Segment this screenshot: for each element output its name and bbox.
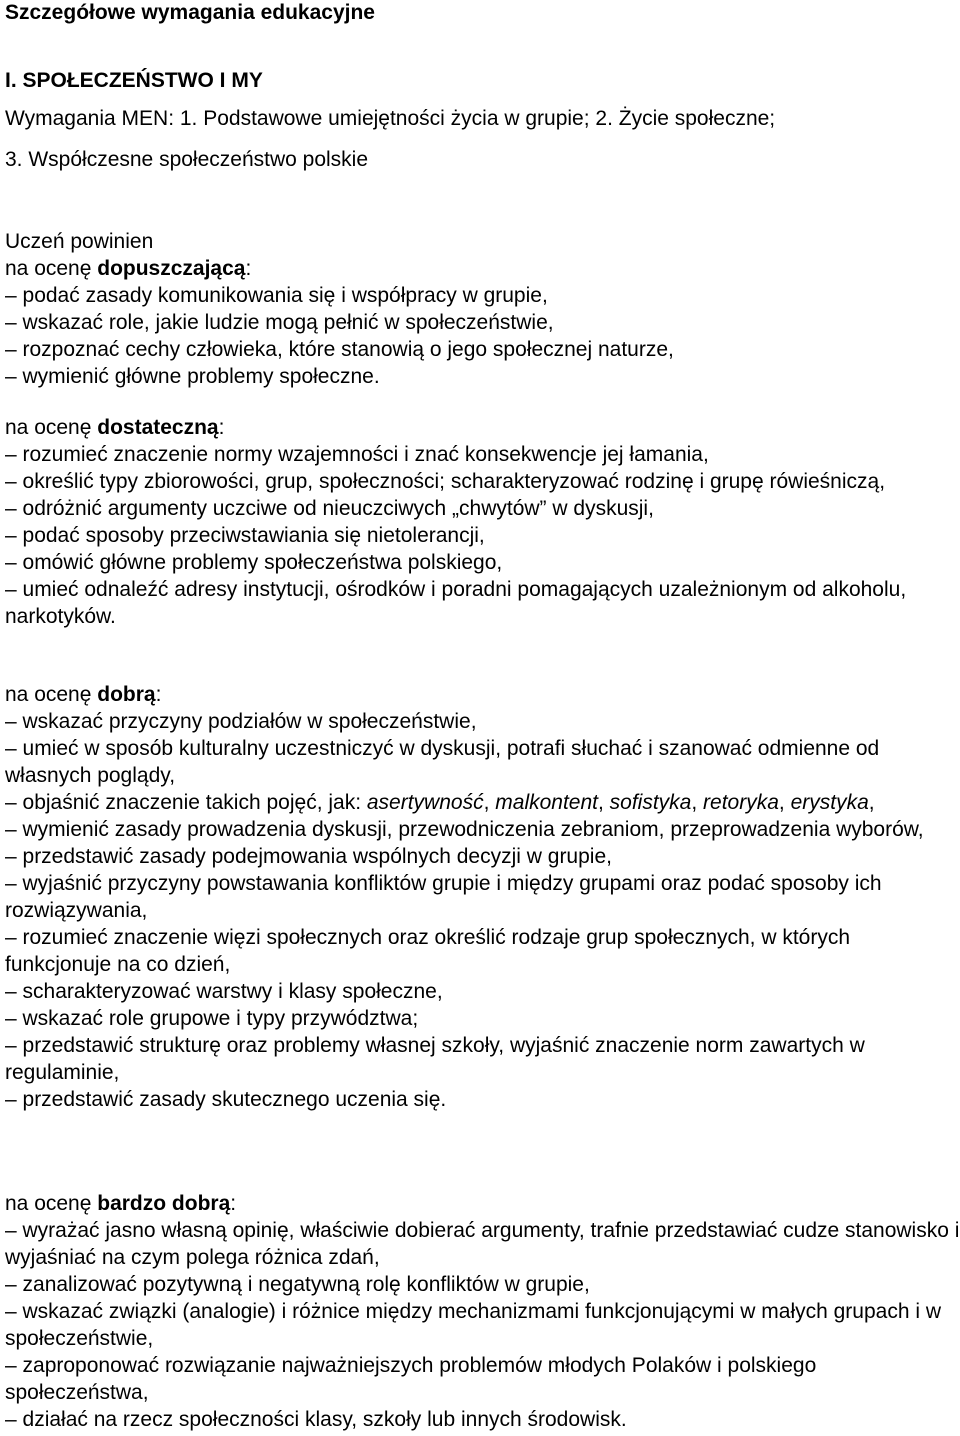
term-separator: ,	[598, 791, 610, 814]
grade-suffix: :	[245, 257, 252, 280]
grade-heading	[5, 681, 960, 708]
term: retoryka	[703, 791, 779, 814]
requirement-list	[5, 441, 960, 630]
term-separator: ,	[778, 791, 791, 814]
requirement-list	[5, 282, 960, 390]
grade-heading	[5, 414, 960, 441]
grade-heading	[5, 255, 960, 282]
grade-name: dostateczną	[97, 416, 219, 439]
document-title: Szczegółowe wymagania edukacyjne	[5, 1, 375, 24]
list-item: – podać zasady komunikowania się i współpracy w grupie,	[5, 284, 548, 307]
term: sofistyka	[609, 791, 692, 814]
grade-section-dopuszczajaca	[5, 255, 960, 390]
list-item: – wymienić główne problemy społeczne.	[5, 365, 380, 388]
requirements-line-1: Wymagania MEN: 1. Podstawowe umiejętności życia w grupie; 2. Życie społeczne;	[5, 107, 776, 130]
term: asertywność	[366, 791, 484, 814]
grade-suffix: :	[155, 683, 162, 706]
list-item: – umieć odnaleźć adresy instytucji, ośrodków i poradni pomagających uzależnionym od alkoholu, narkotyków.	[5, 578, 907, 628]
list-item: – wyrażać jasno własną opinię, właściwie dobierać argumenty, trafnie przedstawiać cudze stanowisko i wyjaśniać na czym polega różnica zdań,	[5, 1219, 960, 1269]
list-item: – zanalizować pozytywną i negatywną rolę konfliktów w grupie,	[5, 1273, 590, 1296]
requirement-list	[5, 1217, 960, 1433]
grade-prefix: na ocenę	[5, 1192, 98, 1215]
grade-section-dostateczna	[5, 414, 960, 630]
grade-prefix: na ocenę	[5, 257, 98, 280]
list-item: – omówić główne problemy społeczeństwa polskiego,	[5, 551, 503, 574]
list-item: – odróżnić argumenty uczciwe od nieuczciwych „chwytów” w dyskusji,	[5, 497, 654, 520]
list-item: – przedstawić zasady skutecznego uczenia się.	[5, 1088, 447, 1111]
list-item: – wymienić zasady prowadzenia dyskusji, przewodniczenia zebraniom, przeprowadzenia wyborów,	[5, 818, 924, 841]
list-item: – wyjaśnić przyczyny powstawania konfliktów grupie i między grupami oraz podać sposoby ich rozwiązywania,	[5, 872, 882, 922]
grade-name: bardzo dobrą	[97, 1192, 231, 1215]
term: erystyka	[790, 791, 869, 814]
list-item: – przedstawić zasady podejmowania wspólnych decyzji w grupie,	[5, 845, 612, 868]
grade-heading	[5, 1190, 960, 1217]
list-item: – rozumieć znaczenie więzi społecznych oraz określić rodzaje grup społecznych, w których funkcjonuje na co dzień,	[5, 926, 851, 976]
grade-section-dobra	[5, 681, 960, 1113]
list-item: – scharakteryzować warstwy i klasy społeczne,	[5, 980, 443, 1003]
grade-prefix: na ocenę	[5, 416, 98, 439]
intro-text: Uczeń powinien	[5, 230, 154, 253]
chapter-heading: I. SPOŁECZEŃSTWO I MY	[5, 69, 263, 92]
list-item: – wskazać związki (analogie) i różnice między mechanizmami funkcjonującymi w małych grupach i w społeczeństwie,	[5, 1300, 942, 1350]
list-item: – rozumieć znaczenie normy wzajemności i znać konsekwencje jej łamania,	[5, 443, 709, 466]
list-item: – zaproponować rozwiązanie najważniejszych problemów młodych Polaków i polskiego społeczeństwa,	[5, 1354, 817, 1404]
list-item: – działać na rzecz społeczności klasy, szkoły lub innych środowisk.	[5, 1408, 627, 1431]
requirements-line-2: 3. Współczesne społeczeństwo polskie	[5, 148, 369, 171]
terms-end: ,	[868, 791, 875, 814]
grade-suffix: :	[230, 1192, 237, 1215]
grade-suffix: :	[218, 416, 225, 439]
list-item: – rozpoznać cechy człowieka, które stanowią o jego społecznej naturze,	[5, 338, 674, 361]
terms-lead: – objaśnić znaczenie takich pojęć, jak:	[5, 791, 367, 814]
grade-section-bardzo-dobra	[5, 1190, 960, 1433]
list-item: – umieć w sposób kulturalny uczestniczyć w dyskusji, potrafi słuchać i szanować odmienne od własnych poglądy,	[5, 737, 880, 787]
list-item: – wskazać role, jakie ludzie mogą pełnić w społeczeństwie,	[5, 311, 554, 334]
term-separator: ,	[483, 791, 496, 814]
list-item: – podać sposoby przeciwstawiania się nietolerancji,	[5, 524, 485, 547]
list-item: – wskazać role grupowe i typy przywództwa;	[5, 1007, 419, 1030]
list-item: – wskazać przyczyny podziałów w społeczeństwie,	[5, 710, 477, 733]
grade-name: dopuszczającą	[97, 257, 246, 280]
grade-prefix: na ocenę	[5, 683, 98, 706]
list-item: – przedstawić strukturę oraz problemy własnej szkoły, wyjaśnić znaczenie norm zawartych w regulaminie,	[5, 1034, 865, 1084]
grade-name: dobrą	[97, 683, 156, 706]
list-item: – określić typy zbiorowości, grup, społeczności; scharakteryzować rodzinę i grupę rówieśniczą,	[5, 470, 886, 493]
term: malkontent	[495, 791, 598, 814]
list-item-terms	[5, 789, 960, 816]
requirement-list	[5, 708, 960, 1113]
term-separator: ,	[691, 791, 704, 814]
